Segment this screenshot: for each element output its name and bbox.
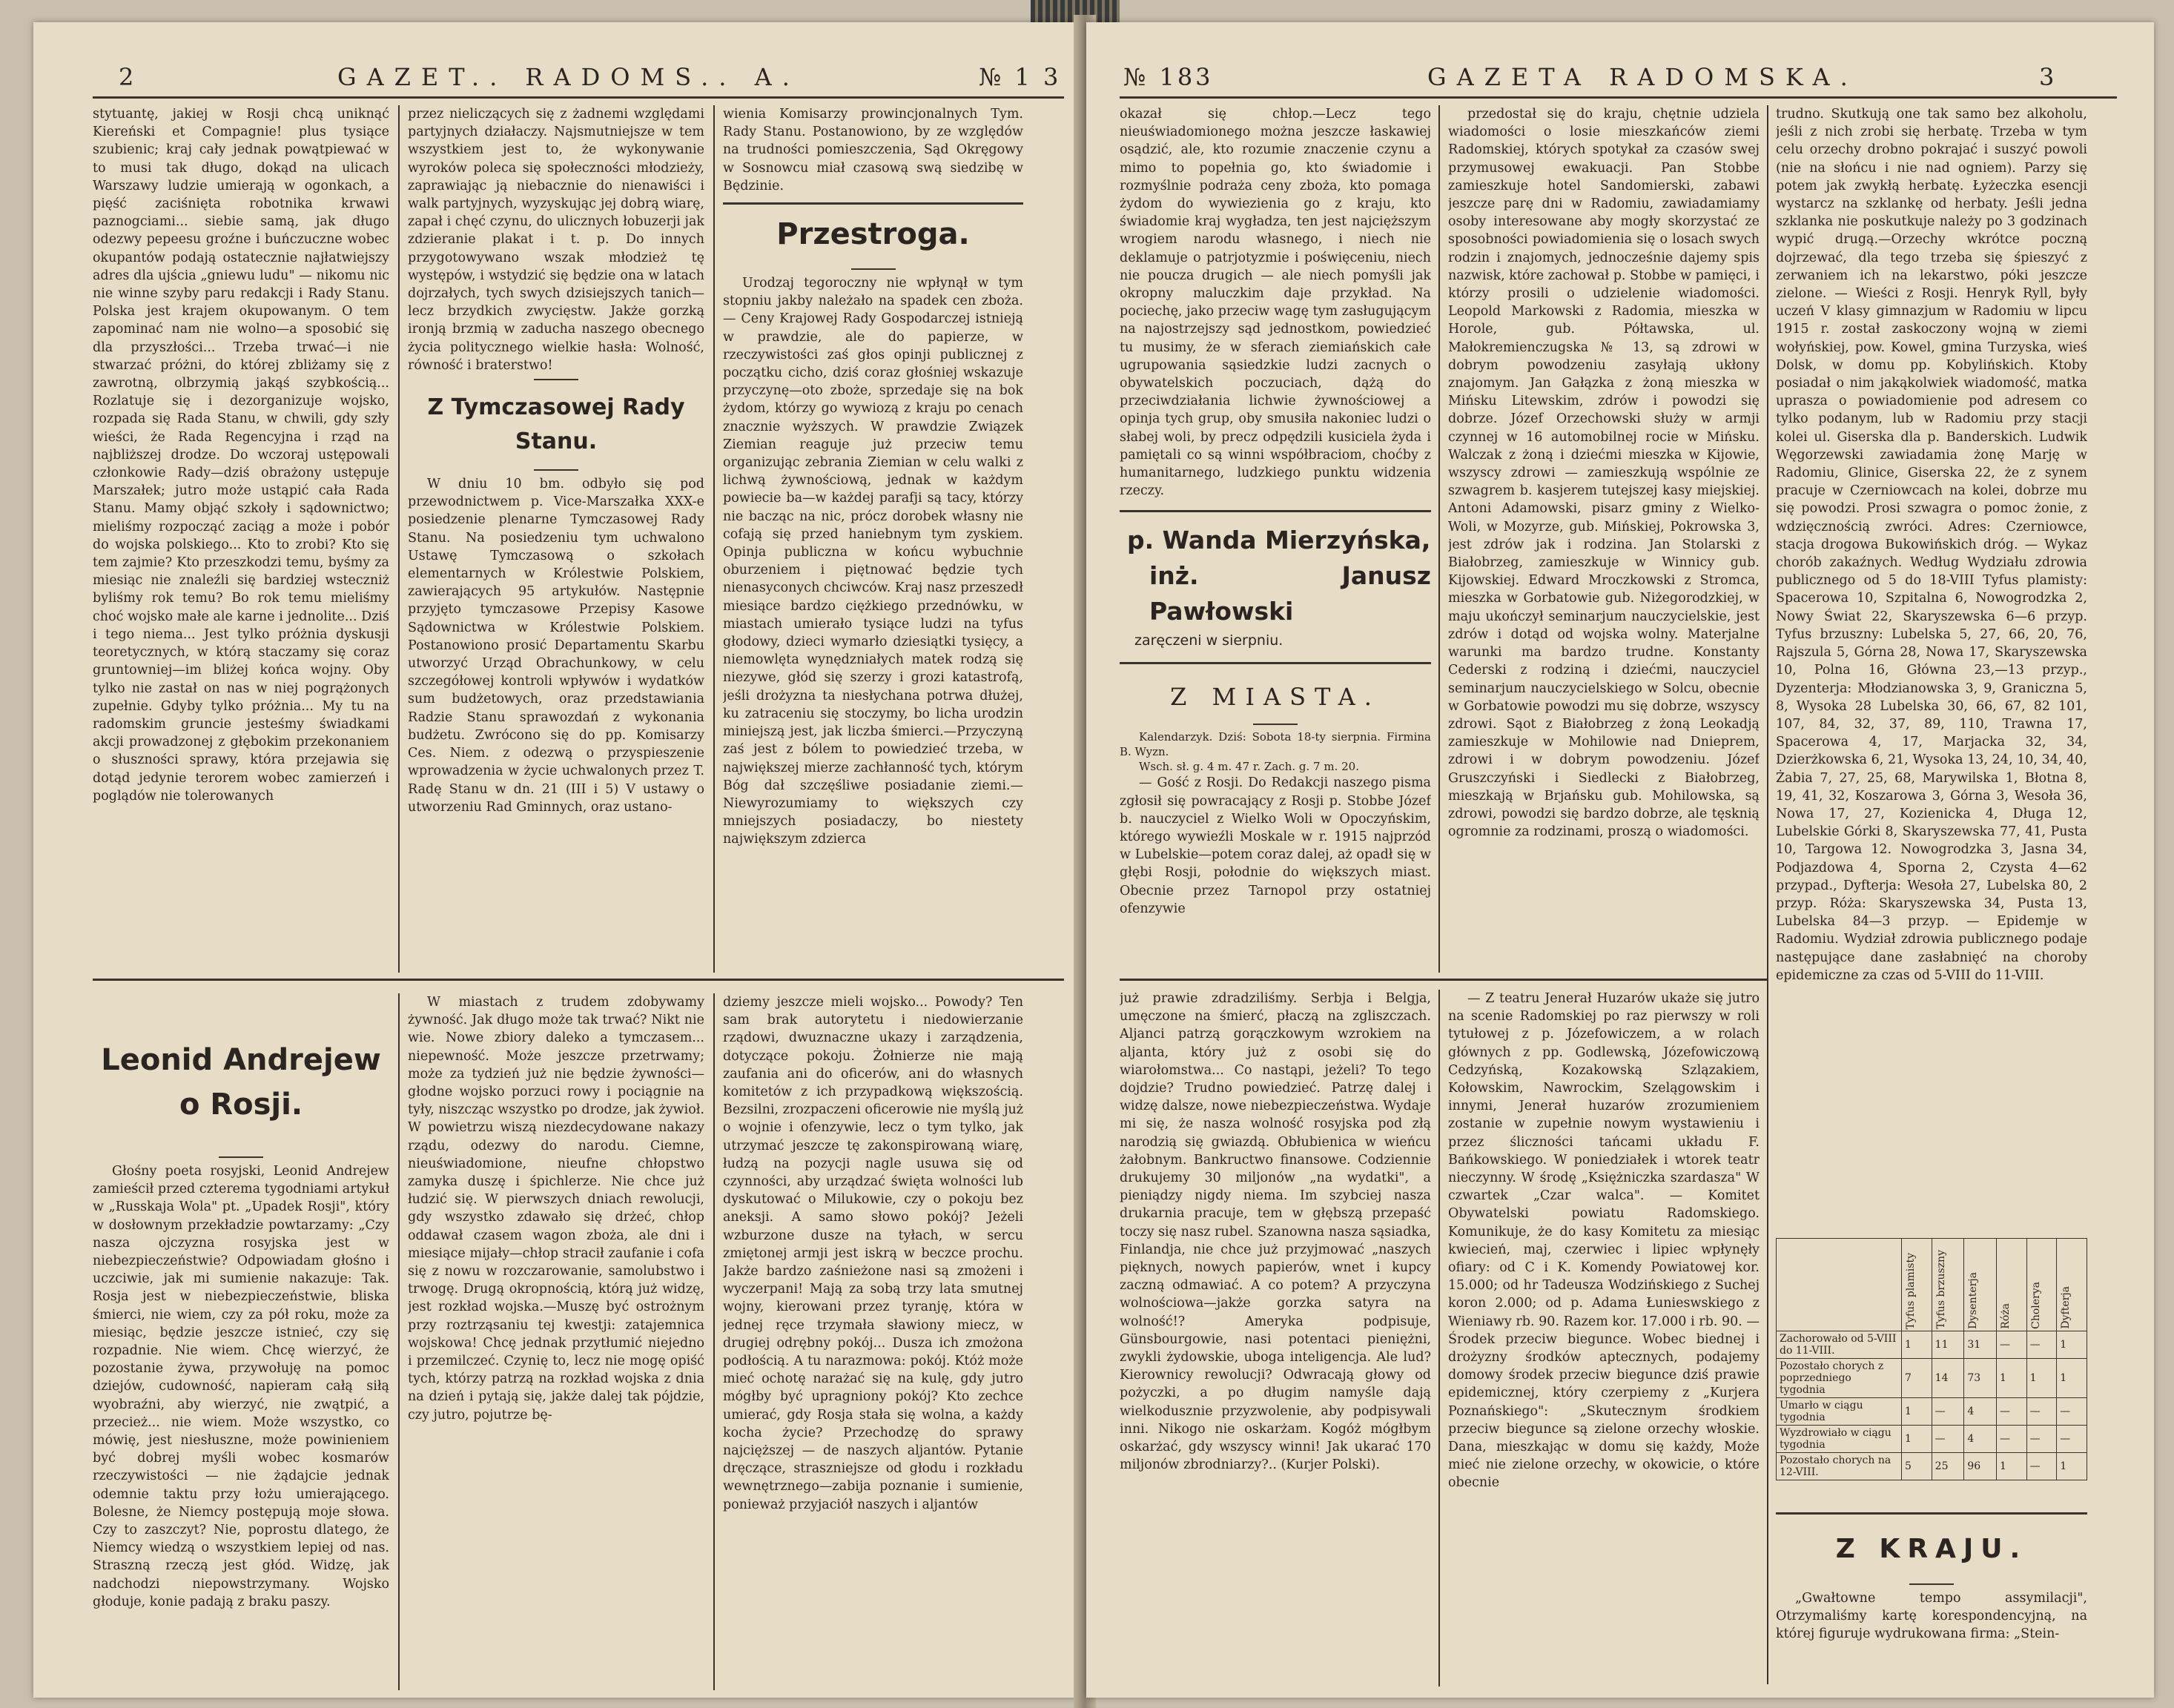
table-cell: — [2026,1331,2057,1359]
table-cell: 7 [1902,1359,1932,1398]
column-3 [723,105,1023,973]
engagement-subtitle: zaręczeni w sierpniu. [1134,632,1283,649]
calendar-sun: Wsch. sł. g. 4 m. 47 r. Zach. g. 7 m. 20. [1139,760,1359,774]
table-cell: 1 [1902,1426,1932,1453]
row-label: Pozostało chorych na 12-VIII. [1777,1453,1902,1480]
table-cell: 4 [1964,1398,1997,1426]
right-page-number: 3 [2039,63,2065,91]
article-title: Przestroga. [776,217,970,252]
table-column-header: Tyfus brzuszny [1932,1239,1964,1331]
column-2 [408,105,704,973]
table-cell: 11 [1932,1331,1964,1359]
section-title: Z KRAJU. [1835,1534,2028,1564]
table-cell: 73 [1964,1359,1997,1398]
table-cell: 1 [2057,1359,2087,1398]
bottom-column-1 [1120,990,1431,1698]
table-cell: — [2026,1398,2057,1426]
table-column-header: Cholerya [2026,1239,2057,1331]
column-2 [1448,105,1760,973]
column-divider [1438,105,1440,973]
table-cell: — [1996,1426,2026,1453]
table-column-header: Róża [1996,1239,2026,1331]
table-cell: 4 [1964,1426,1997,1453]
separator [851,268,896,270]
table-column-header: Dysenterja [1964,1239,1997,1331]
table-cell: 1 [1996,1453,2026,1480]
section-rule [93,979,1064,981]
epidemic-table [1776,1238,2087,1480]
column-3 [1776,105,2087,1210]
separator [219,1156,263,1158]
table-row [1777,1426,2087,1453]
table-cell: 25 [1932,1453,1964,1480]
rule [1120,662,1431,664]
rule [1120,510,1431,512]
separator [534,469,578,471]
article-text: stytuantę, jakiej w Rosji chcą uniknąć Kiereński et Compagnie! plus tysiące szubienic; kraj cały jednak powątpiewać w to musi tak długo, dokąd na ulicach Warszawy ludzie umierają w ogonkach, a pięść zaciśnięta robotnika krwawi paznogciami... siebie samą, jak długo odezwy pepeesu groźne i buńczuczne wobec okupantów podają ostatecznie najłatwiejszy adres dla ujścia „gniewu ludu" — nikomu nic nie winne szyby paru redakcji i Rady Stanu. Polska jest krajem okupowanym. O tem zapominać nam nie wolno—a sposobić się dla przyszłości... Trzeba trwać—i nie stwarzać próżni, do której zbliżamy się z zawrotną, olbrzymią jakąś szybkością... Rozlatuje się i dezorganizuje wojsko, rozpada się Rada Stanu, w chwili, gdy szły wieści, że Rada Regencyjna i rząd na najbliższej drodze. Do wczoraj ustępowali członkowie Rady—dziś obrażony ustępuje Marszałek; jutro może ustąpić cała Rada Stanu. Mamy objąć szkoły i sądownictwo; mieliśmy rozpocząć zaciąg a może i pobór do wojska polskiego... Kto to zrobi? Kto się tem zajmie? Kto przeszkodzi temu, byśmy za miesiąc nie znaleźli się bardziej wsteczniż byliśmy rok temu? Bo rok temu mieliśmy choć wojsko małe ale karne i jednolite... Dziś i tego niema... Jest tylko próżnia dyskusji teoretycznych, w którą staczamy się coraz gruntowniej—im bliżej końca wojny. Oby tylko nie zastał on nas w niej pogrążonych zupełnie. Gdyby tylko próżnia... My tu na radomskim gruncie jesteśmy świadkami akcji prowadzonej z głębokim przekonaniem o słuszności sprawy, która przejawia się dotąd jedynie terorem wobec zamierzeń i poglądów nie tolerowanych [93,107,389,804]
column-divider [1767,105,1768,1684]
section-rule [1776,1512,2087,1515]
table-cell: 1 [2057,1331,2087,1359]
column-divider [398,993,400,1690]
article-title: Leonid Andrejew o Rosji. [101,1043,381,1122]
article-text: Głośny poeta rosyjski, Leonid Andrejew zamieścił przed czterema tygodniami artykuł w „Russkaja Wola" pt. „Upadek Rosji", który w dosłownym przekładzie powtarzamy: „Czy nasza ojczyzna rosyjska jest w niebezpieczeństwie? Odpowiadam głośno i uczciwie, jak mi sumienie nakazuje: Tak. Rosja jest w niebezpieczeństwie, bliska śmierci, nie wiem, czy za pół roku, może za miesiąc, będzie jeszcze istnieć, czy się rozpadnie. Nie wiem. Chcę wierzyć, że pozostanie żywa, przywołuję na pomoc dziejów, cudowność, napieram całą siłą wyobraźni, aby wierzyć, nie zwątpić, a przecież... nie wiem. Może wszystko, co mówię, jest niesłuszne, może powinieniem być dobrej myśli wobec kosmarów rzeczywistości — nie żądajcie jednak odemnie taktu przy łożu umierającego. Bolesne, że Niemcy postępują moje słowa. Czy to zaszczyt? Nie, poprostu dlatego, że Niemcy wiedzą o wszystkiem lepiej od nas. Straszną rzeczą jest głód. Widzę, jak nadchodzi niepowstrzymany. Wojsko głoduje, konie padają z braku paszy. [93,1164,389,1609]
table-corner [1777,1239,1902,1331]
table-row [1777,1359,2087,1398]
article-text: Urodzaj tegoroczny nie wpłynął w tym stopniu jakby należało na spadek cen zboża. — Ceny Krajowej Rady Gospodarczej istnieją w prawdzie, ale do papierze, w rzeczywistości zaś głos opinji publicznej z początku cicho, dziś coraz głośniej wskazuje przyczynę—oto zboże, sprzedaje się na bok żydom, którzy go wywiozą z kraju po cenach znacznie wyższych. W prawdzie Związek Ziemian reaguje już przeciw temu organizując zebrania Ziemian w celu walki z lichwą żywnościową, jednak w każdym powiecie ba—w każdej parafji są tacy, którzy nie bacząc na nic, prócz dorobek własny nie cofają się przed haniebnym tym zyskiem. Opinja publiczna w końcu wybuchnie oburzeniem i piętnować będzie tych nienasyconych chciwców. Kraj nasz przeszedł miesiące bardzo ciężkiego przednówku, w miastach umierało tysiące ludzi na tyfus głodowy, dzieci wymarło dziesiątki tysięcy, a niemowlęta wynędzniałych matek rodzą się niezywe, głód się szerzy i grozi katastrofą, jeśli drożyzna ta niesłychana potrwa dłużej, ku zatraceniu się stoczymy, bo licha urodzin miniejszą jest, jak liczba śmierci.—Przyczyną zaś jest z bólem to powiedzieć trzeba, w największej mierze zachłanność tych, którym Bóg dał szczęśliwe posiadanie ziemi.—Niewyrozumiamy to większych czy mniejszych posiadaczy, bo niestety największym zdzierca [723,276,1023,847]
left-page-number: 2 [119,63,145,91]
left-header [33,63,1079,90]
table-cell: 5 [1902,1453,1932,1480]
table-cell: — [1996,1398,2026,1426]
engagement-name-2: inż. Janusz Pawłowski [1149,561,1431,626]
table-row [1777,1398,2087,1426]
row-label: Umarło w ciągu tygodnia [1777,1398,1902,1426]
article-text: okazał się chłop.—Lecz tego nieuświadomionego można jeszcze łaskawiej osądzić, ale, kto rozumie znaczenie czynu a mimo to popełnia go, kto świadomie i rozmyślnie podraża ceny zboża, kto pomaga żydom do wywiezienia go z kraju, kto świadomie kraj wygładza, ten jest najcięższym wrogiem narodu własnego, i niech nie deklamuje o patrjotyzmie i poświęceniu, niech nie poucza drugich — ale niech pomyśli jak okropny maluczkim daje przykład. Na pociechę, jako przeciw wagę tym zasługującym na najostrzejszy sąd jednostkom, powiedzieć tu musimy, że w sferach ziemiańskich całe ugrupowania sąsiedzkie ludzi zacnych o obywatelskich poczuciach, dążą do przeciwdziałania lichwie żywnościowej a opinja tych grup, oby smusiła nakoniec ludzi o słabej woli, by precz odpędzili kusiciela żyda i pamiętali co są winni współbraciom, choćby z humanitarnego, ludzkiego punktu widzenia rzeczy. [1120,107,1431,499]
left-page [33,22,1079,1698]
column-divider [398,105,400,973]
table-cell: — [1996,1331,2026,1359]
table-row [1777,1453,2087,1480]
bottom-column-2 [408,993,704,1698]
table-cell: 96 [1964,1453,1997,1480]
column-1 [1120,105,1431,973]
z-kraju-section [1776,1520,2087,1690]
table-column-header: Dyfterja [2057,1239,2087,1331]
article-title: Z Tymczasowej Rady Stanu. [427,394,685,455]
article-text: — Z teatru Jenerał Huzarów ukaże się jutro na scenie Radomskiej po raz pierwszy w roli tytułowej z p. Józefowiczem, a w rolach głównych z pp. Godlewską, Józefowiczową Cedzyńską, Kozakowską Szlązakiem, Kołowskim, Nawrockim, Szelągowskim i innymi, Jenerał huzarów zrozumieniem zostanie w zupełnie nowym wystawieniu i przez śliczności tańcami układu F. Bańkowskiego. W poniedziałek i wtorek teatr nieczynny. W środę „Księżniczka szardasza" W czwartek „Czar walca". — Komitet Obywatelski powiatu Radomskiego. Komunikuje, że do kasy Komitetu za miesiąc kwiecień, maj, czerwiec i lipiec wpłynęły ofiary: od C i K. Komendy Powiatowej kor. 15.000; od hr Tadeusza Wodzińskiego z Suchej koron 2.000; od p. Adama Łunieswskiego z Wieniawy rb. 90. Razem kor. 17.000 i rb. 90. — Środek przeciw biegunce. Wobec biednej i drożyzny środków aptecznych, podajemy domowy środek przeciw biegunce dziś prawie epidemicznej, który czerpiemy z „Kurjera Poznańskiego": „Skutecznym środkiem przeciw biegunce są zielone orzechy włoskie. Dana, mieszkając w domu się każdy, Może mieć nie zielone orzechy, w okowicie, o które obecnie [1448,991,1760,1491]
article-text: W miastach z trudem zdobywamy żywność. Jak długo może tak trwać? Nikt nie wie. Nowe zbiory daleko a tymczasem... niepewność. Może jeszcze przetrwamy; może za tydzień już nie będzie żywności—głodne wojsko porzuci rowy i pociągnie na tyły, niszcząc wszystko po drodze, jak żywioł. W powietrzu wiszą niezdecydowane nakazy rządu, odezwy do narodu. Ciemne, nieuświadomione, nieufne chłopstwo zamyka duszę i śpichlerze. Nie chce już łudzić się. W pierwszych dniach rewolucji, gdy wszystko zdawało się drżeć, chłop oddawał czasem wagon zboża, ale dni i miesiące mijały—chłop stracił zaufanie i cofa się z nowu w rozczarowanie, samolubstwo i trwogę. Drugą okropnością, którą już widzę, jest rozkład wojska.—Muszę być ostrożnym przy roztrząsaniu tej kwestji: zatajemnica wojskowa! Chcę jednak przytłumić niejedno i przemilczeć. Czynię to, lecz nie mogę opiść tych, którzy patrzą na rozkład wojska z dnia na dzień i pytają się, jakże dalej tak pójdzie, czy jutro, pojutrze bę- [408,995,704,1423]
row-label: Wyzdrowiało w ciągu tygodnia [1777,1426,1902,1453]
section-rule [1120,979,1767,981]
right-masthead-title: GAZETA RADOMSKA. [1427,63,1858,91]
table-cell: — [2026,1453,2057,1480]
article-text: przedostał się do kraju, chętnie udziela wiadomości o losie mieszkańców ziemi Radomskiej, których spotykał za czasów swej przymusowej ewakuacji. Pan Stobbe zamieszkuje hotel Sandomierski, zabawi jeszcze parę dni w Radomiu, zawiadamiamy osoby interesowane aby mogły skorzystać ze sposobności powiadomienia się o losach swych rodzin i znajomych, jednocześnie dajemy spis nazwisk, które zachował p. Stobbe w pamięci, i którzy prosili o udzielenie wiadomości. Leopold Markowski z Radomia, mieszka w Horole, gub. Półtawska, ul. Małokremienczugska № 13, są zdrowi w dobrym powodzeniu zasyłają ukłony znajomym. Jan Gałązka z żoną mieszka w Mińsku Litewskim, zdrów i powodzi się dobrze. Józef Orzechowski służy w armji czynnej w 16 automobilnej rocie w Mińsku. Walczak z żoną i dziećmi mieszka w Kijowie, wszyscy zdrowi — zamieszkują wspólnie ze szwagrem b. kasjerem tutejszej kasy miejskiej. Antoni Adamowski, pisarz gminy z Wielko-Woli, w Mozyrze, gub. Mińskiej, Pokrowska 3, jest zdrów jak i rodzina. Jan Stolarski z Białobrzeg, zamieszkuje w Winnicy gub. Kijowskiej. Edward Mroczkowski z Stromca, mieszka w Gorbatowie gub. Niżegorodzkiej, w maju ukończył seminarjum nauczycielskie, jest zdrów i dotąd od wojska wolny. Materjalne warunki ma bardzo trudne. Konstanty Cederski z rodziną i dziećmi, nauczyciel seminarjum nauczycielskiego w Solcu, obecnie w Gorbatowie powodzi mu się dobrze, wszyscy zdrowi. Sąot z Białobrzeg z żoną Leokadją zamieszkuje w Mohilowie nad Dnieprem, zdrowi i w dobrym powodzeniu. Józef Gruszczyński i Siedlecki z Białobrzeg, mieszkają w Brjańsku gub. Mohilowska, są zdrowi, powodzi się bardzo dobrze, ale tęsknią ogromnie za rodzinami, proszą o wiadomości. [1448,107,1760,840]
table-cell: 31 [1964,1331,1997,1359]
article-text: przez nieliczących się z żadnemi względami partyjnych działaczy. Najsmutniejsze w tem wszystkiem jest to, że wykonywanie wyroków poleca się społeczności młodzieży, zaprawiając ją niebacznie do nienawiści i walk partyjnych, wyzyskując jej dobrą wiarę, zapał i chęć czynu, do ulicznych łobuzerji jak zdzieranie plakat i t. p. Do innych przygotowywano wszak młodzież tę występów, i wstydzić się będzie ona w latach dojrzałych, tych swych dzisiejszych tanich—lecz brzydkich zwycięstw. Jakże gorzką ironją brzmią w zaducha naszego obecnego życia politycznego wielkie hasła: Wolność, równość i braterstwo! [408,107,704,373]
bottom-column-2 [1448,990,1760,1698]
calendar-line: Kalendarzyk. Dziś: Sobota 18-ty sierpnia. Firmina B. Wyzn. [1120,730,1431,759]
section-title: Z MIASTA. [1170,683,1381,712]
table-row [1777,1331,2087,1359]
column-divider [713,105,715,973]
left-masthead-title: GAZET.. RADOMS.. A. [337,63,800,91]
article-text: trudno. Skutkują one tak samo bez alkoholu, jeśli z nich zrobi się herbatę. Trzeba w tym celu orzechy drobno pokrajać i suszyć powoli (nie na słońcu i nie nad ogniem). Parzy się potem jak zwykłą herbatę. Łyżeczka esencji wystarcz na szklankę od herbaty. Jeśli jedna szklanka nie poskutkuje należy po 3 godzinach wypić drugą.—Orzechy wkrótce poczną dojrzewać, dla tego trzeba się śpieszyć z zerwaniem ich na lekarstwo, póki jeszcze zielone. — Wieści z Rosji. Henryk Ryll, były uczeń V klasy gimnazjum w Radomiu w lipcu 1915 r. został zaskoczony wojną w ziemi wołyńskiej, pow. Kowel, gmina Turzyska, wieś Dolsk, w domu pp. Kobylińskich. Ktoby posiadał o nim jakąkolwiek wiadomość, matka uprasza o powiadomienie pod adresem co tylko podanym, lub w Radomiu przy stacji kolei ul. Giserska dla p. Banderskich. Ludwik Węgorzewski zawiadamia żonę Marję w Radomiu, Glinice, Giserska 22, że z synem pracuje w Czerniowcach na kolei, dobrze mu się powodzi. Prosi szwagra o pomoc żonie, z wdzięcznością zwróci. Adres: Czerniowce, stacja drogowa Bukowińskich dróg. — Wykaz chorób zakaźnych. Według Wydziału zdrowia publicznego od 5 do 18-VIII Tyfus plamisty: Spacerowa 10, Szpitalna 6, Nowogrodzka 2, Nowy Świat 22, Skaryszewska 6—6 przyp. Tyfus brzuszny: Lubelska 5, 27, 66, 20, 76, Rajszula 5, Górna 28, Nowa 17, Skaryszewska 10, Polna 16, Główna 23,—13 przyp., Dyzenterja: Młodzianowska 3, 9, Graniczna 5, 8, Wysoka 28 Lubelska 30, 66, 67, 82 101, 107, 84, 32, 37, 89, 110, Trawna 17, Spacerowa 4, 17, Marjacka 32, 34, Dzierżkowska 6, 21, Wysoka 13, 24, 10, 34, 40, Żabia 7, 27, 25, 68, Marywilska 1, Błotna 8, 19, 41, 32, Koszarowa 3, Górna 3, Wesoła 36, Nowa 17, 27, Kozienicka 4, Długa 12, Lubelskie Górki 8, Skaryszewska 77, 41, Pusta 10, Targowa 12. Nowogrodzka 3, Jasna 34, Podjazdowa 4, Sporna 2, Czysta 4—62 przypad., Dyfterja: Wesoła 27, Lubelska 80, 2 przyp. Róża: Skaryszewska 34, Pusta 13, Lubelska 84—3 przyp. — Epidemje w Radomiu. Wydział zdrowia publicznego podaje następujące dane zasłabnięć na choroby epidemiczne za czas od 5-VIII do 11-VIII. [1776,107,2087,983]
header-rule [1120,96,2117,99]
article-text: — Gość z Rosji. Do Redakcji naszego pisma zgłosił się powracający z Rosji p. Stobbe Józef b. nauczyciel z Wielko Woli w Opoczyńskim, którego wywieźli Moskale w r. 1915 najprzód w Lubelskie—potem coraz dalej, aż opadł się w głębi Rosji, połodnie do większych miast. Obecnie przez Tarnopol przy ostatniej ofenzywie [1120,775,1431,916]
table-cell: — [2026,1426,2057,1453]
table-cell: 1 [2026,1359,2057,1398]
article-text: wienia Komisarzy prowincjonalnych Tym. Rady Stanu. Postanowiono, by ze względów na trudności pomieszczenia, Sąd Okręgowy w Sosnowcu miał czasową swą siedzibę w Będzinie. [723,107,1023,193]
separator [1909,1583,1954,1585]
table-cell: 14 [1932,1359,1964,1398]
article-text: „Gwałtowne tempo assymilacji", Otrzymaliśmy kartę korespondencyjną, na której figuruje wydrukowana firma: „Stein- [1776,1591,2087,1642]
column-divider [713,993,715,1690]
right-header [1086,63,2154,90]
bottom-column-1 [93,993,389,1698]
row-label: Pozostało chorych z poprzedniego tygodnia [1777,1359,1902,1398]
table-cell: 1 [1996,1359,2026,1398]
article-text: W dniu 10 bm. odbyło się pod przewodnictwem p. Vice-Marszałka XXX-e posiedzenie plenarne Tymczasowej Rady Stanu. Na posiedzeniu tym uchwalono Ustawę Tymczasową o szkołach elementarnych w Królestwie Polskiem, zawierających 95 artykułów. Następnie przyjęto tymczasowe Przepisy Kasowe Sądownictwa w Królestwie Polskiem. Postanowiono prosić Departamentu Skarbu utworzyć Urząd Obrachunkowy, w celu szczegółowej kontroli wpływów i wydatków sum budżetowych, oraz przedstawiania Radzie Stanu sprawozdań z wykonania budżetu. Zwrócono się do pp. Komisarzy Ces. Niem. z odezwą o przyspieszenie wprowadzenia w życie uchwalonych przez T. Radę Stanu w dn. 21 (III i 5) V ustawy o utworzeniu Rad Gminnych, oraz ustano- [408,477,704,815]
table-cell: 1 [1902,1331,1932,1359]
bottom-column-3 [723,993,1023,1698]
table-cell: — [2057,1426,2087,1453]
header-rule [93,96,1064,99]
article-text: dziemy jeszcze mieli wojsko... Powody? Ten sam brak autorytetu i niedowierzanie rządowi, dwuznaczne ukazy i zarządzenia, dotyczące pokoju. Żołnierze nie mają zaufania ani do oficerów, ani do własnych komitetów z ich przypadkową większością. Bezsilni, zrozpaczeni oficerowie nie myślą już o wojnie i ofenzywie, lecz o tym tylko, jak utrzymać jeszcze tę zakonspirowaną wiarę, łudzą na pozycji nagle usuwa się od czynności, aby urządzać święta wolności lub dyskutować o Milukowie, czy o pokoju bez aneksji. A samo słowo pokój? Jeżeli wzburzone dusze na tyłach, w sercu zmiętonej armji jest iskrą w beczce prochu. Jakże bardzo zaśnieżone nasi są zmożeni i wyczerpani! Mają za sobą trzy lata smutnej wojny, kierowani przez tyranję, która w jednej ręce trzymała sławiony miecz, w drugiej odrębny pokój... Dusza ich zmożona podłością. A tu narazmowa: pokój. Któż może mieć ochotę narażać się na kulę, gdy jutro mógłby być upragniony pokój? Kto zechce umierać, gdy Rosja stała się wolna, a każdy kocha życie? Przechodzę do sprawy najcięższej — de naszych aljantów. Pytanie dręczące, straszniejsze od głodu i rozkładu wewnętrznego—zabija poznanie i sumienie, ponieważ przyjaciół naszych i aljantów [723,995,1023,1512]
engagement-name-1: p. Wanda Mierzyńska, [1127,526,1431,555]
table-cell: — [2057,1398,2087,1426]
table-column-header: Tyfus plamisty [1902,1239,1932,1331]
table-cell: 1 [2057,1453,2087,1480]
right-page [1086,22,2154,1698]
column-divider [1438,990,1440,1687]
separator [1253,724,1298,725]
table-cell: 1 [1902,1398,1932,1426]
table-header-row [1777,1239,2087,1331]
article-text: już prawie zdradziliśmy. Serbja i Belgja, umęczone na śmierć, płaczą na zgliszczach. Aljanci patrzą gorączkowym wzrokiem na aljanta, który już z osobi się do wiarołomstwa... Co nastąpi, jeżeli? To tego dojdzie? Trudno powiedzieć. Patrzę dalej i widzę dalsze, nowe niebezpieczeństwa. Wydaje mi się, że nasza wolność rosyjska pod złą narodzią się gwiazdą. Obłubienica w wieńcu żałobnym. Bankructwo finansowe. Codziennie drukujemy 30 miljonów „na wydatki", a pieniądzy nigdy niema. Im szybciej nasza drukarnia pracuje, tem w głębszą przepaść toczy się nasz rubel. Szanowna nasza sąsiadka, Finlandja, nie chce już przyjmować „naszych pięknych, nowych papierów, wnet i kupcy zaczną odmawiać. A co potem? A przyczyna wolnościowa—jakże gorzka satyra na wolność!? Ameryka podpisuje, Günsbourgowie, nasi potentaci pieniężni, zwykli żydowskie, uboga inteligencja. Ale lud? Kierownicy rewolucji? Odwracają głowy od pożyczki, a po długim namyśle dają wielkodusznie przyzwolenie, aby podpisywali inni. Nikogo nie oskarżam. Kogóż mógłbym oskarżać, gdy wszyscy winni! Jak ukarać 170 miljonów zbrodniarzy?.. (Kurjer Polski). [1120,991,1431,1473]
row-label: Zachorowało od 5-VIII do 11-VIII. [1777,1331,1902,1359]
table-cell: — [1932,1398,1964,1426]
left-issue-number: № 1 3 [979,63,1062,91]
separator [534,379,578,380]
right-issue-number: № 183 [1123,63,1214,91]
table-cell: — [1932,1426,1964,1453]
column-1 [93,105,389,973]
